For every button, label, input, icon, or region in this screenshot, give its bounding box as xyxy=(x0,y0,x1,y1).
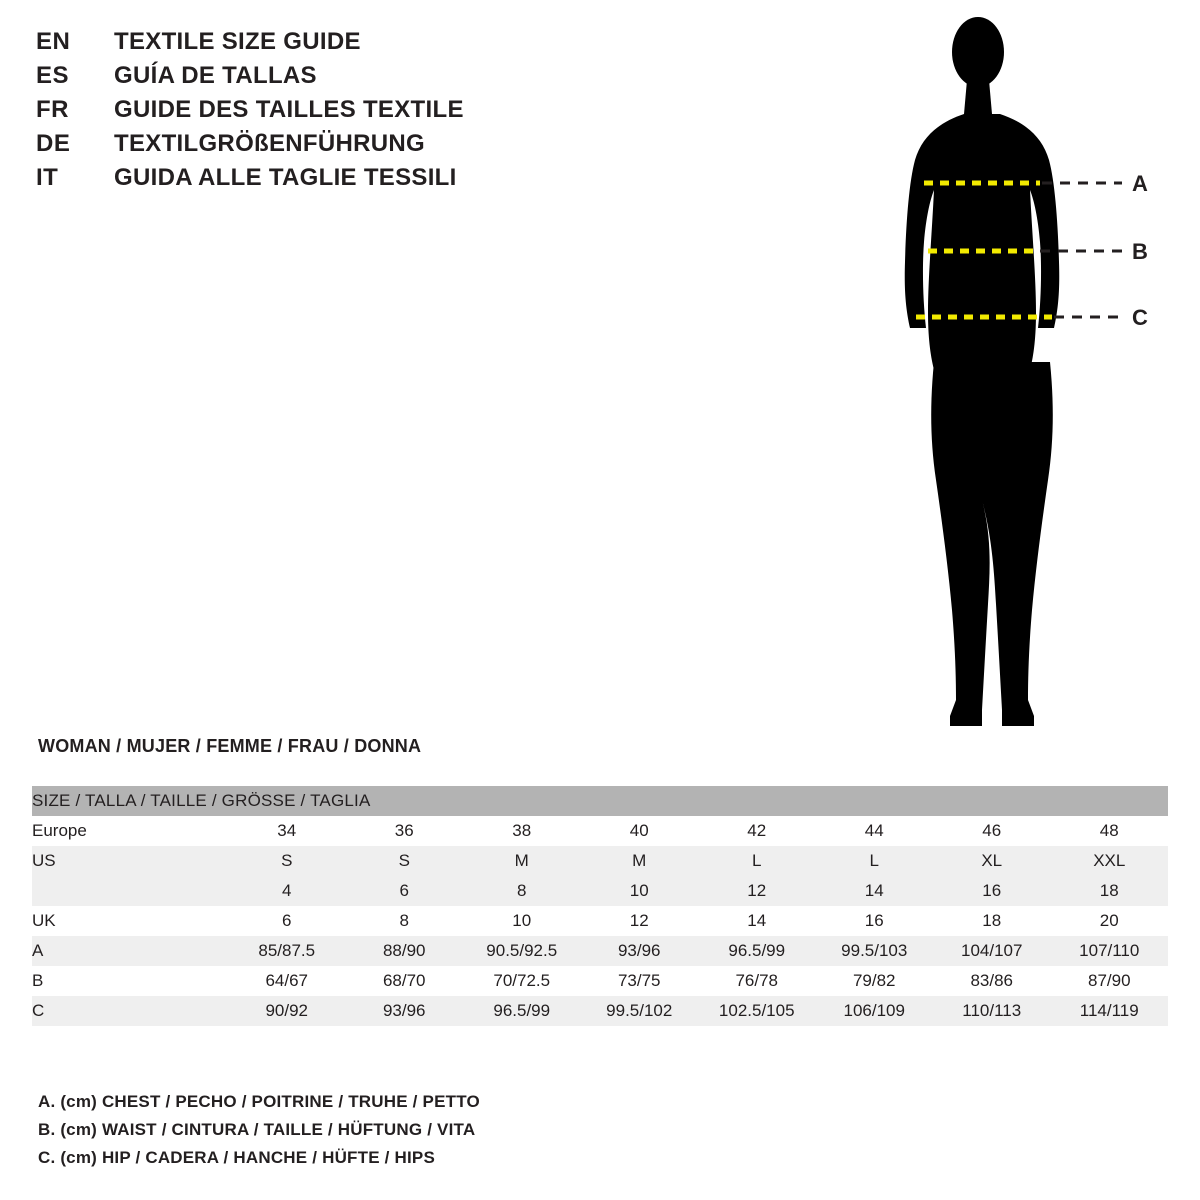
cell-europe-6: 46 xyxy=(933,816,1051,846)
table-row xyxy=(32,996,1168,1026)
row-label-a: A xyxy=(32,936,228,966)
cell-europe-2: 38 xyxy=(463,816,581,846)
marker-label-a: A xyxy=(1132,171,1148,196)
title-lang-de: DE xyxy=(36,130,71,157)
table-row xyxy=(32,876,1168,906)
cell-a-6: 104/107 xyxy=(933,936,1051,966)
row-label-c: C xyxy=(32,996,228,1026)
cell-c-4: 102.5/105 xyxy=(698,996,816,1026)
cell-b-4: 76/78 xyxy=(698,966,816,996)
title-row-fr xyxy=(36,96,556,130)
cell-us-2: M xyxy=(463,846,581,876)
cell-a-4: 96.5/99 xyxy=(698,936,816,966)
cell-usnum-7: 18 xyxy=(1051,876,1169,906)
cell-us-0: S xyxy=(228,846,346,876)
cell-b-3: 73/75 xyxy=(581,966,699,996)
cell-europe-5: 44 xyxy=(816,816,934,846)
female-silhouette-icon xyxy=(905,17,1060,726)
cell-b-7: 87/90 xyxy=(1051,966,1169,996)
cell-us-3: M xyxy=(581,846,699,876)
title-block xyxy=(36,28,556,198)
table-row xyxy=(32,936,1168,966)
size-table xyxy=(32,786,1168,1026)
cell-b-0: 64/67 xyxy=(228,966,346,996)
title-lang-it: IT xyxy=(36,164,59,191)
cell-a-1: 88/90 xyxy=(346,936,464,966)
title-text-es: GUÍA DE TALLAS xyxy=(114,62,317,89)
cell-europe-1: 36 xyxy=(346,816,464,846)
cell-c-0: 90/92 xyxy=(228,996,346,1026)
cell-a-0: 85/87.5 xyxy=(228,936,346,966)
cell-europe-3: 40 xyxy=(581,816,699,846)
cell-uk-0: 6 xyxy=(228,906,346,936)
body-measurement-figure xyxy=(860,10,1190,740)
cell-usnum-5: 14 xyxy=(816,876,934,906)
row-label-us: US xyxy=(32,846,228,876)
cell-us-5: L xyxy=(816,846,934,876)
cell-us-1: S xyxy=(346,846,464,876)
cell-uk-4: 14 xyxy=(698,906,816,936)
row-label-europe: Europe xyxy=(32,816,228,846)
cell-usnum-4: 12 xyxy=(698,876,816,906)
cell-b-5: 79/82 xyxy=(816,966,934,996)
row-label-uk: UK xyxy=(32,906,228,936)
cell-c-6: 110/113 xyxy=(933,996,1051,1026)
cell-c-3: 99.5/102 xyxy=(581,996,699,1026)
cell-b-2: 70/72.5 xyxy=(463,966,581,996)
cell-c-1: 93/96 xyxy=(346,996,464,1026)
cell-uk-2: 10 xyxy=(463,906,581,936)
title-text-en: TEXTILE SIZE GUIDE xyxy=(114,28,361,55)
cell-uk-5: 16 xyxy=(816,906,934,936)
title-lang-fr: FR xyxy=(36,96,69,123)
cell-c-5: 106/109 xyxy=(816,996,934,1026)
table-row xyxy=(32,846,1168,876)
cell-a-7: 107/110 xyxy=(1051,936,1169,966)
cell-uk-1: 8 xyxy=(346,906,464,936)
cell-us-6: XL xyxy=(933,846,1051,876)
cell-a-3: 93/96 xyxy=(581,936,699,966)
footnote-b: B. (cm) WAIST / CINTURA / TAILLE / HÜFTUNG / VITA xyxy=(38,1120,476,1139)
title-row-it xyxy=(36,164,556,198)
table-row xyxy=(32,906,1168,936)
cell-c-7: 114/119 xyxy=(1051,996,1169,1026)
cell-usnum-3: 10 xyxy=(581,876,699,906)
cell-europe-7: 48 xyxy=(1051,816,1169,846)
cell-uk-7: 20 xyxy=(1051,906,1169,936)
cell-usnum-1: 6 xyxy=(346,876,464,906)
title-lang-es: ES xyxy=(36,62,70,89)
row-label-b: B xyxy=(32,966,228,996)
title-row-de xyxy=(36,130,556,164)
table-header-label: SIZE / TALLA / TAILLE / GRÖSSE / TAGLIA xyxy=(32,786,1168,816)
cell-b-1: 68/70 xyxy=(346,966,464,996)
title-text-de: TEXTILGRÖßENFÜHRUNG xyxy=(114,130,426,157)
cell-europe-0: 34 xyxy=(228,816,346,846)
row-label-us-numeric xyxy=(32,876,228,906)
title-text-it: GUIDA ALLE TAGLIE TESSILI xyxy=(114,164,457,191)
cell-europe-4: 42 xyxy=(698,816,816,846)
cell-usnum-6: 16 xyxy=(933,876,1051,906)
footnote-c: C. (cm) HIP / CADERA / HANCHE / HÜFTE / HIPS xyxy=(38,1148,436,1167)
title-row-en xyxy=(36,28,556,62)
cell-a-5: 99.5/103 xyxy=(816,936,934,966)
section-heading: WOMAN / MUJER / FEMME / FRAU / DONNA xyxy=(38,736,422,756)
table-header-row xyxy=(32,786,1168,816)
cell-a-2: 90.5/92.5 xyxy=(463,936,581,966)
cell-uk-3: 12 xyxy=(581,906,699,936)
cell-usnum-2: 8 xyxy=(463,876,581,906)
title-text-fr: GUIDE DES TAILLES TEXTILE xyxy=(114,96,464,123)
table-row xyxy=(32,966,1168,996)
title-lang-en: EN xyxy=(36,28,71,55)
cell-b-6: 83/86 xyxy=(933,966,1051,996)
title-row-es xyxy=(36,62,556,96)
footnote-a: A. (cm) CHEST / PECHO / POITRINE / TRUHE / PETTO xyxy=(38,1092,480,1111)
cell-usnum-0: 4 xyxy=(228,876,346,906)
cell-c-2: 96.5/99 xyxy=(463,996,581,1026)
cell-us-7: XXL xyxy=(1051,846,1169,876)
marker-label-b: B xyxy=(1132,239,1148,264)
marker-label-c: C xyxy=(1132,305,1148,330)
cell-uk-6: 18 xyxy=(933,906,1051,936)
cell-us-4: L xyxy=(698,846,816,876)
table-row xyxy=(32,816,1168,846)
footnotes xyxy=(38,1088,738,1172)
